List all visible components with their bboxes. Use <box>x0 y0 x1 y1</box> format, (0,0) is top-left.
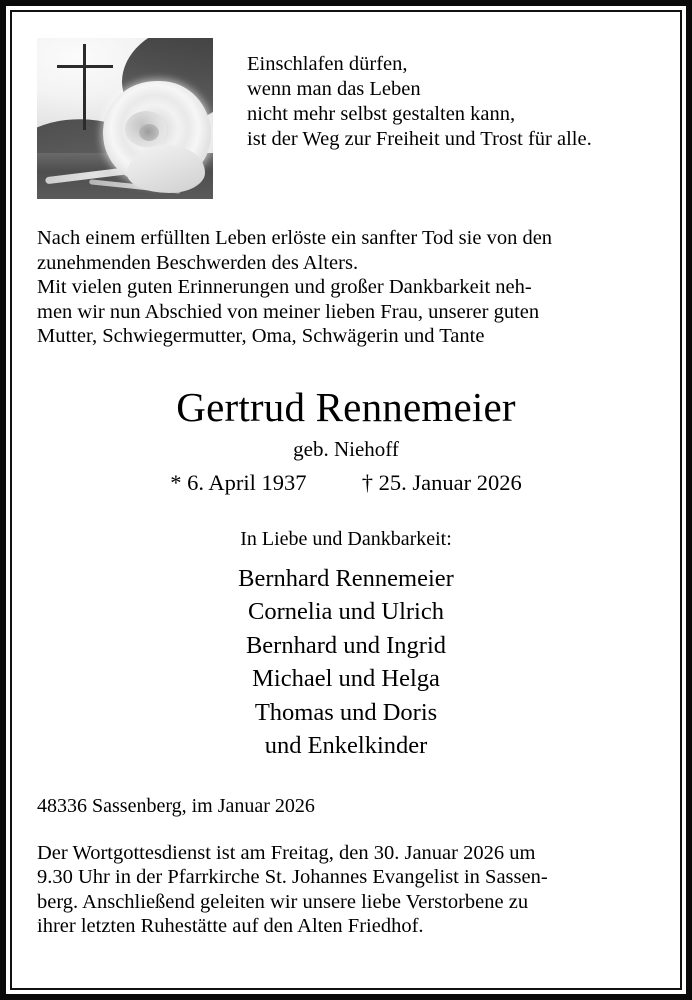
service-line-4: ihrer letzten Ruhestätte auf den Alten Friedhof. <box>37 915 424 937</box>
memorial-poem <box>213 38 655 152</box>
notice-content <box>12 12 680 988</box>
poem-line-1: Einschlafen dürfen, <box>247 53 408 75</box>
life-dates <box>37 468 655 498</box>
dedication-line: In Liebe und Dankbarkeit: <box>240 527 452 550</box>
poem-line-2: wenn man das Leben <box>247 78 421 100</box>
family-names-list <box>37 562 655 763</box>
cross-icon-vertical <box>83 44 86 130</box>
service-line-2: 9.30 Uhr in der Pfarrkirche St. Johannes Evangelist in Sassen- <box>37 866 548 888</box>
border-gap <box>6 6 686 994</box>
poem-line-3: nicht mehr selbst gestalten kann, <box>247 103 516 125</box>
poem-line-4: ist der Weg zur Freiheit und Trost für alle. <box>247 128 592 150</box>
place-and-date: 48336 Sassenberg, im Januar 2026 <box>37 794 315 817</box>
list-item: Thomas und Doris <box>254 698 438 726</box>
birth-date: * 6. April 1937 <box>170 469 307 495</box>
list-item: Michael und Helga <box>252 665 440 692</box>
rose-petal-lower <box>127 145 205 193</box>
list-item: und Enkelkinder <box>264 732 428 759</box>
body-line-5: Mutter, Schwiegermutter, Oma, Schwägerin und Tante <box>37 325 485 347</box>
body-line-1: Nach einem erfüllten Leben erlöste ein sanfter Tod sie von den <box>37 227 553 249</box>
service-line-3: berg. Anschließend geleiten wir unsere liebe Verstorbene zu <box>37 890 529 913</box>
maiden-name: geb. Niehoff <box>293 436 399 461</box>
cross-and-rose-photo <box>37 38 213 199</box>
cross-icon-horizontal <box>57 65 113 68</box>
service-line-1: Der Wortgottesdienst ist am Freitag, den 30. Januar 2026 um <box>37 841 536 864</box>
body-line-4: men wir nun Abschied von meiner lieben Frau, unserer guten <box>37 300 540 323</box>
death-date: † 25. Januar 2026 <box>361 469 522 495</box>
body-line-2: zunehmenden Beschwerden des Alters. <box>37 251 359 274</box>
list-item: Bernhard und Ingrid <box>245 631 447 659</box>
funeral-service-details <box>37 841 655 939</box>
rose-center <box>139 124 159 141</box>
list-item: Bernhard Rennemeier <box>238 564 454 592</box>
memorial-body-text <box>37 226 655 349</box>
inner-border <box>10 10 682 990</box>
notice-header <box>37 38 655 213</box>
list-item: Cornelia und Ulrich <box>248 598 444 625</box>
deceased-name: Gertrud Rennemeier <box>176 383 516 430</box>
body-line-3: Mit vielen guten Erinnerungen und großer Dankbarkeit neh- <box>37 276 532 298</box>
